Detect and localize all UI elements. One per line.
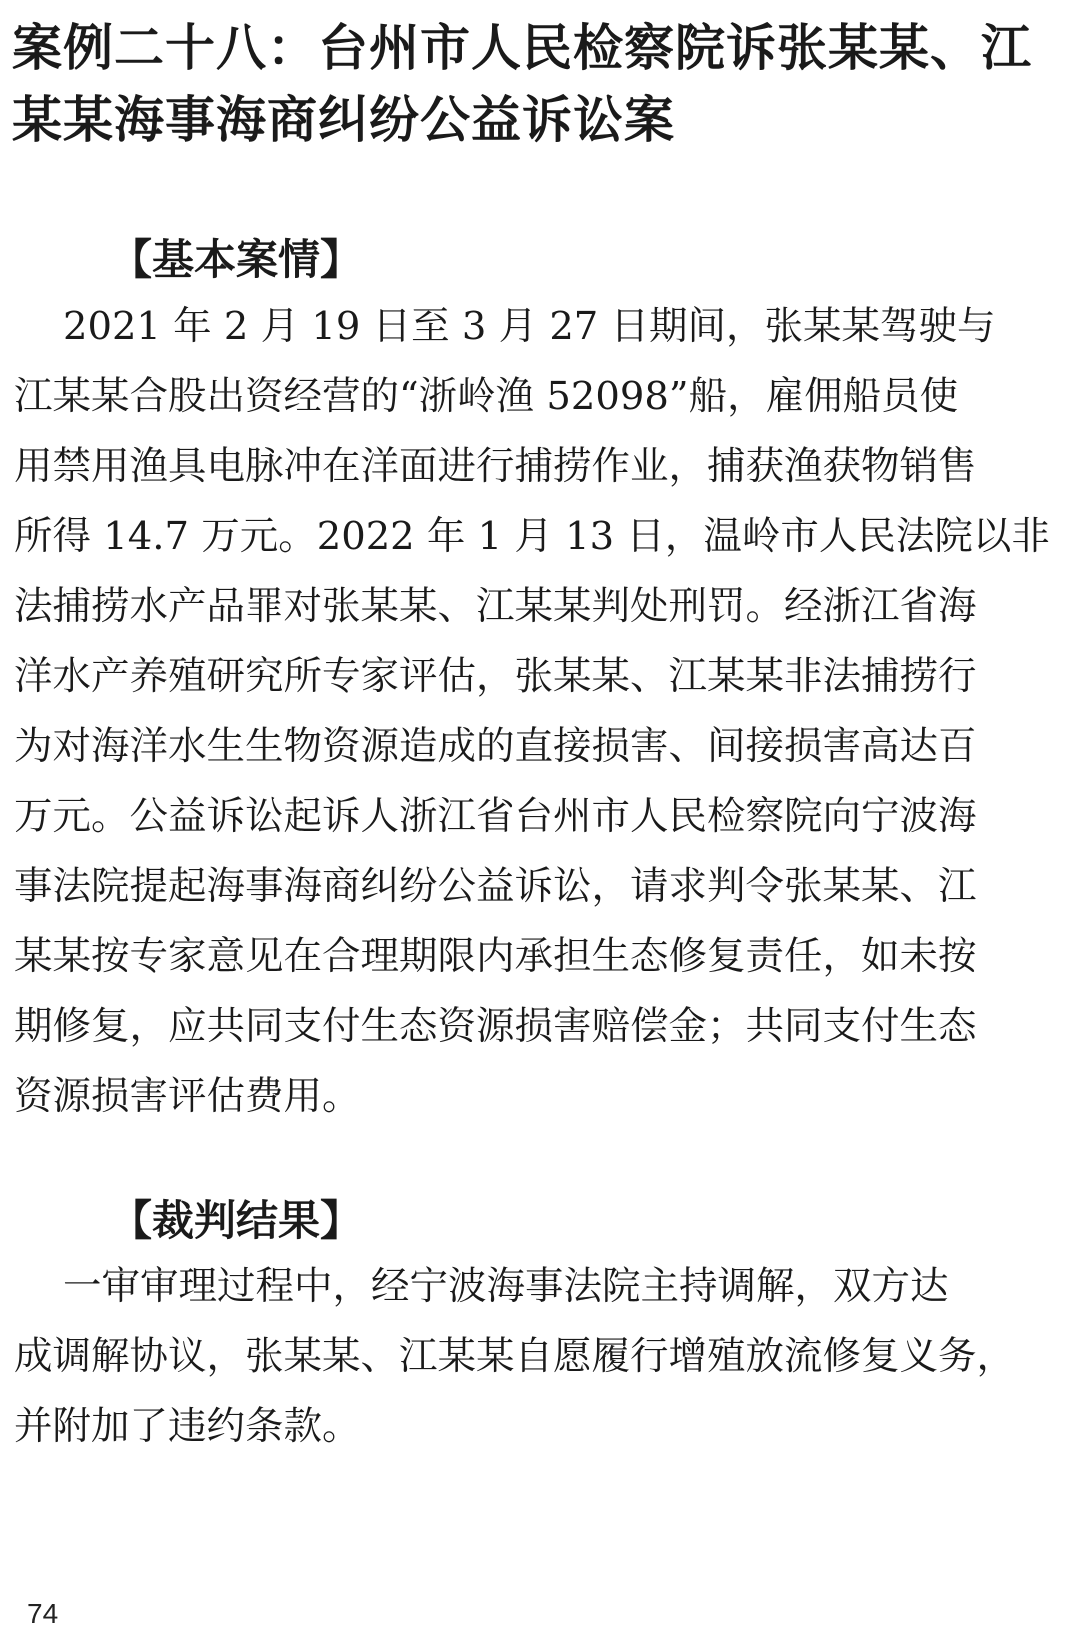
text-line: 事法院提起海事海商纠纷公益诉讼，请求判令张某某、江 [14,864,977,909]
text-line: 某某按专家意见在合理期限内承担生态修复责任，如未按 [14,934,977,979]
case-title-line-1: 案例二十八：台州市人民检察院诉张某某、江 [12,18,1032,77]
text-line: 所得 14.7 万元。2022 年 1 月 13 日，温岭市人民法院以非 [14,514,1050,559]
text-line: 江某某合股出资经营的“浙岭渔 52098”船，雇佣船员使 [14,374,959,419]
text-line: 期修复，应共同支付生态资源损害赔偿金；共同支付生态 [14,1004,977,1049]
text-line: 一审审理过程中，经宁波海事法院主持调解，双方达 [14,1264,949,1309]
text-line: 用禁用渔具电脉冲在洋面进行捕捞作业，捕获渔获物销售 [14,444,977,489]
text-line: 资源损害评估费用。 [14,1074,361,1119]
case-title-line-2: 某某海事海商纠纷公益诉讼案 [12,90,675,149]
section-heading-judgment-result: 【裁判结果】 [110,1196,363,1245]
text-line: 法捕捞水产品罪对张某某、江某某判处刑罚。经浙江省海 [14,584,977,629]
text-line: 为对海洋水生生物资源造成的直接损害、间接损害高达百 [14,724,977,769]
judgment-result-paragraph [14,1252,1060,1462]
text-line: 并附加了违约条款。 [14,1404,361,1449]
section-heading-basic-facts: 【基本案情】 [110,235,363,284]
case-title [12,12,1072,156]
text-line: 洋水产养殖研究所专家评估，张某某、江某某非法捕捞行 [14,654,977,699]
basic-facts-paragraph [14,292,1060,1132]
page-number: 74 [27,1598,59,1629]
text-line: 万元。公益诉讼起诉人浙江省台州市人民检察院向宁波海 [14,794,977,839]
text-line: 成调解协议，张某某、江某某自愿履行增殖放流修复义务， [14,1334,1016,1379]
text-line: 2021 年 2 月 19 日至 3 月 27 日期间，张某某驾驶与 [14,304,996,349]
